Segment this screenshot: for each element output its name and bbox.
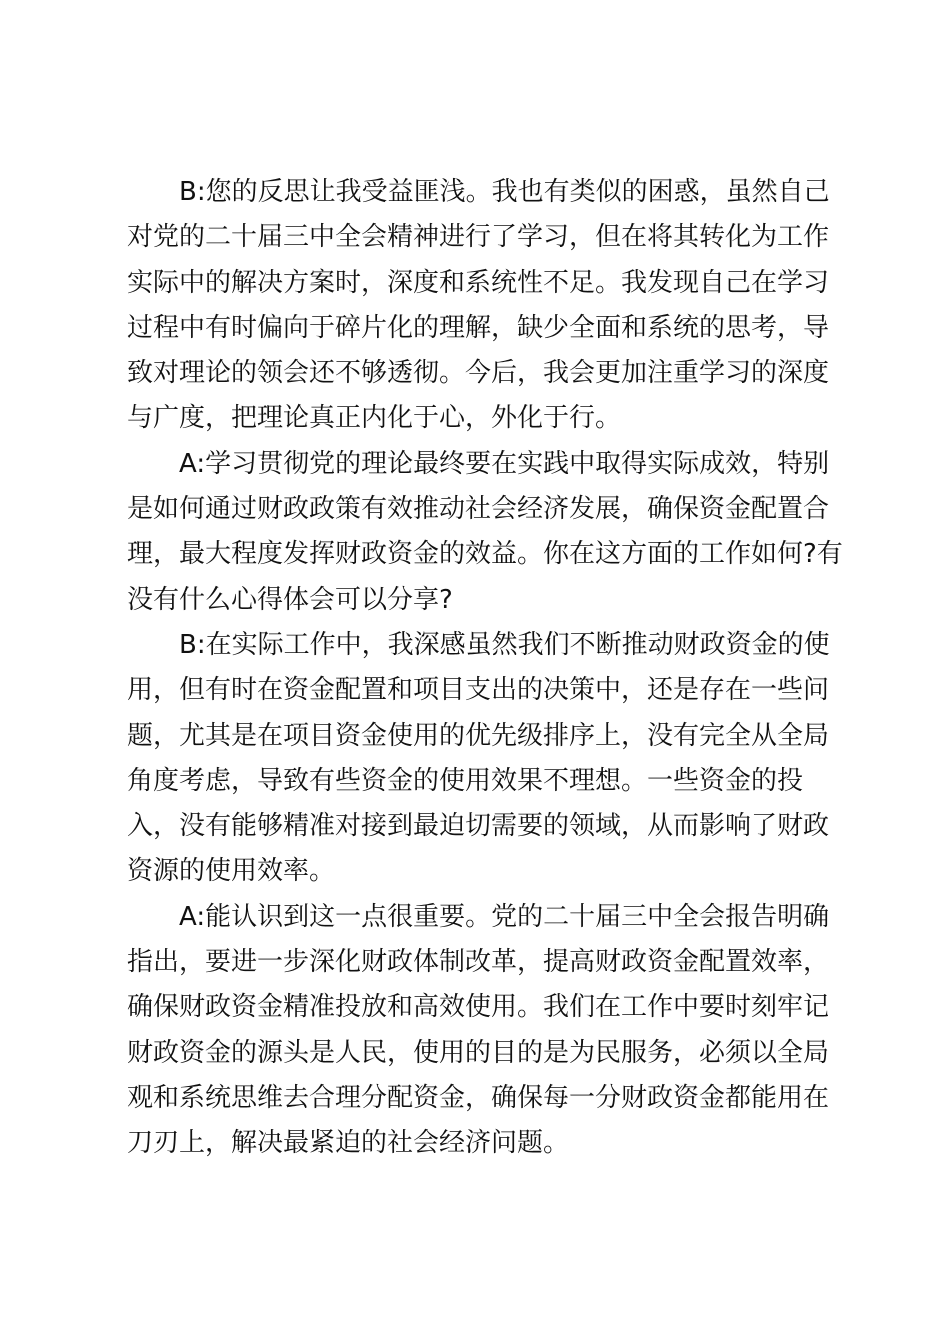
document-body [127, 170, 843, 1167]
paragraph-line: 对党的二十届三中全会精神进行了学习，但在将其转化为工作 [127, 222, 830, 253]
paragraph-line: 刀刃上，解决最紧迫的社会经济问题。 [127, 1128, 570, 1159]
paragraph-line: 过程中有时偏向于碎片化的理解，缺少全面和系统的思考，导 [127, 312, 830, 343]
paragraph-line: 角度考虑，导致有些资金的使用效果不理想。一些资金的投 [127, 765, 804, 796]
paragraph-4 [127, 895, 829, 1167]
paragraph-line: 财政资金的源头是人民，使用的目的是为民服务，必须以全局 [127, 1037, 830, 1068]
paragraph-line: 理，最大程度发挥财政资金的效益。你在这方面的工作如何?有 [127, 539, 843, 570]
paragraph-2 [127, 442, 843, 623]
paragraph-line: 用，但有时在资金配置和项目支出的决策中，还是存在一些问 [127, 675, 830, 706]
paragraph-line: 没有什么心得体会可以分享? [127, 584, 453, 615]
paragraph-line: A:学习贯彻党的理论最终要在实践中取得实际成效，特别 [179, 448, 830, 479]
paragraph-1 [127, 170, 829, 442]
paragraph-line: 指出，要进一步深化财政体制改革，提高财政资金配置效率， [127, 947, 830, 978]
paragraph-line: A:能认识到这一点很重要。党的二十届三中全会报告明确 [179, 901, 830, 932]
paragraph-line: 确保财政资金精准投放和高效使用。我们在工作中要时刻牢记 [127, 992, 830, 1023]
paragraph-line: 与广度，把理论真正内化于心，外化于行。 [127, 403, 622, 434]
paragraph-line: B:在实际工作中，我深感虽然我们不断推动财政资金的使 [179, 629, 830, 660]
paragraph-line: 是如何通过财政政策有效推动社会经济发展，确保资金配置合 [127, 494, 830, 525]
paragraph-line: 资源的使用效率。 [127, 856, 336, 887]
paragraph-line: 入，没有能够精准对接到最迫切需要的领域，从而影响了财政 [127, 811, 830, 842]
paragraph-line: B:您的反思让我受益匪浅。我也有类似的困惑，虽然自己 [179, 177, 830, 207]
paragraph-3 [127, 623, 829, 895]
paragraph-line: 观和系统思维去合理分配资金，确保每一分财政资金都能用在 [127, 1082, 830, 1113]
paragraph-line: 题，尤其是在项目资金使用的优先级排序上，没有完全从全局 [127, 720, 830, 751]
paragraph-line: 致对理论的领会还不够透彻。今后，我会更加注重学习的深度 [127, 358, 830, 389]
paragraph-line: 实际中的解决方案时，深度和系统性不足。我发现自己在学习 [127, 267, 830, 298]
